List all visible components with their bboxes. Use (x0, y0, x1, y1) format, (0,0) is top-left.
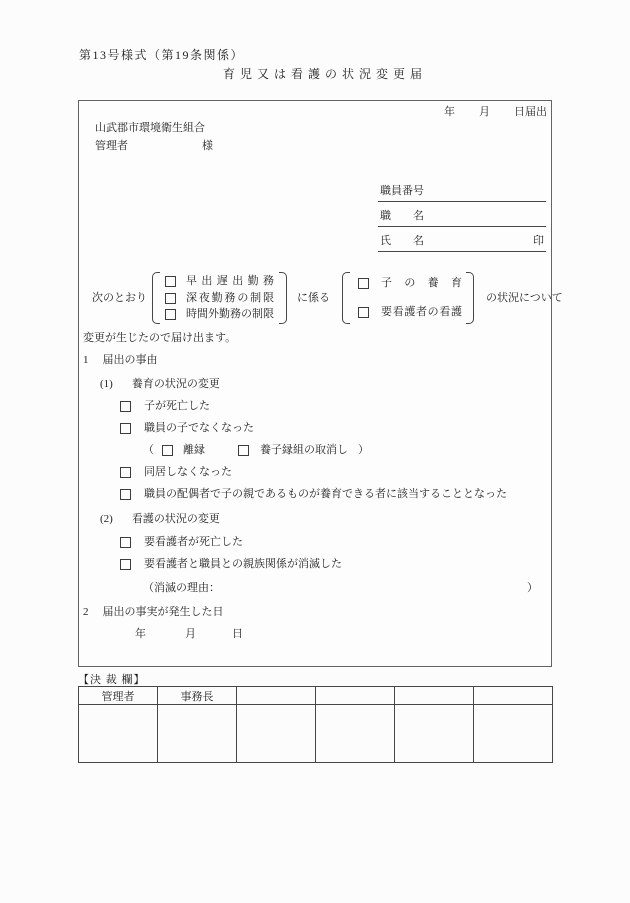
nursing-section-heading-text: 看護の状況の変更 (131, 513, 220, 525)
date-month-label: 月 (479, 106, 490, 118)
reasons-heading (83, 354, 158, 367)
bracket-open (152, 272, 160, 324)
employee-number-label: 職員番号 (380, 185, 424, 197)
bracket-close (466, 272, 474, 324)
work-option-row (165, 291, 274, 306)
care-options-group (350, 276, 466, 320)
checkbox-spouse-caregiver[interactable] (120, 489, 131, 500)
main-form-box (78, 100, 563, 667)
early-late-shift-label: 早出遅出勤務 (186, 275, 274, 287)
seal-label: 印 (533, 235, 544, 247)
dissolution-label: 離縁 (183, 444, 205, 456)
approval-header-cell (395, 687, 474, 705)
reason-row (120, 466, 232, 479)
reasons-number: 1 (83, 354, 89, 366)
childcare-label: 子の養育 (381, 277, 462, 289)
approval-stamp-cell (79, 705, 158, 763)
approval-stamp-cell (316, 705, 395, 763)
reason-row (120, 400, 210, 413)
checkbox-not-employee-child[interactable] (120, 423, 131, 434)
date-day-label: 日届出 (514, 106, 547, 118)
work-option-row (165, 274, 274, 289)
extinction-reason-label: （消滅の理由： (143, 582, 220, 594)
job-title-field[interactable] (378, 202, 546, 227)
addressee-line (95, 140, 213, 153)
approval-stamp-cell (237, 705, 316, 763)
work-options-group (160, 274, 279, 322)
approval-stamp-row (79, 705, 553, 763)
checkbox-early-late-shift[interactable] (165, 276, 176, 287)
statement-suffix: の状況について (486, 291, 563, 304)
approval-header-cell (316, 687, 395, 705)
approval-header-cell (237, 687, 316, 705)
not-cohabiting-label: 同居しなくなった (144, 466, 232, 478)
checkbox-childcare[interactable] (358, 278, 369, 289)
childcare-section-heading-text: 養育の状況の変更 (131, 378, 220, 390)
sub-paren-close: ） (358, 444, 369, 456)
statement-continuation: 変更が生じたので届け出ます。 (83, 332, 237, 344)
reason-row (120, 488, 507, 501)
checkbox-overtime-limit[interactable] (165, 309, 176, 320)
nursing-section-number: (2) (100, 513, 113, 525)
overtime-limit-label: 時間外勤務の制限 (186, 308, 274, 320)
occurrence-day-label: 日 (232, 628, 243, 640)
approval-header-cell (474, 687, 553, 705)
sub-paren-open: （ (143, 444, 154, 456)
form-number-line: 第13号様式（第19条関係） (79, 48, 245, 62)
checkbox-child-died[interactable] (120, 401, 131, 412)
occurrence-heading (83, 606, 224, 619)
approval-section-label: 【決 裁 欄】 (78, 674, 146, 686)
bracket-open (342, 272, 350, 324)
checkbox-nursing[interactable] (358, 307, 369, 318)
statement-prefix: 次のとおり (92, 291, 147, 304)
reason-row (120, 536, 243, 549)
care-option-row (358, 276, 462, 291)
childcare-section-heading (100, 378, 220, 391)
extinction-reason-field[interactable] (143, 582, 538, 595)
statement-row (92, 272, 563, 324)
not-employee-child-label: 職員の子でなくなった (144, 422, 254, 434)
name-label: 氏 名 (380, 235, 424, 247)
occurrence-date-line[interactable] (135, 628, 243, 641)
identity-block (378, 177, 546, 252)
spouse-caregiver-label: 職員の配偶者で子の親であるものが養育できる者に該当することとなった (144, 488, 507, 500)
approval-stamp-cell (474, 705, 553, 763)
work-option-row (165, 307, 274, 322)
kinship-ended-label: 要看護者と職員との親族関係が消滅した (144, 558, 342, 570)
addressee-honorific: 様 (202, 140, 213, 152)
occurrence-number: 2 (83, 606, 89, 618)
name-field[interactable] (378, 227, 546, 252)
approval-stamp-cell (158, 705, 237, 763)
childcare-section-number: (1) (100, 378, 113, 390)
checkbox-kinship-ended[interactable] (120, 559, 131, 570)
submission-date-line (444, 106, 547, 119)
addressee-label: 管理者 (95, 140, 128, 152)
adoption-cancel-label: 養子縁組の取消し (260, 444, 348, 456)
extinction-reason-close: ） (527, 582, 538, 594)
child-died-label: 子が死亡した (144, 400, 210, 412)
checkbox-dissolution[interactable] (162, 445, 173, 456)
approval-table (78, 686, 553, 763)
reason-row (120, 422, 254, 435)
checkbox-not-cohabiting[interactable] (120, 467, 131, 478)
care-recipient-died-label: 要看護者が死亡した (144, 536, 243, 548)
sub-reason-row (143, 444, 369, 457)
organization-name: 山武郡市環境衛生組合 (95, 122, 205, 134)
nursing-label: 要看護者の看護 (381, 306, 462, 318)
employee-number-field[interactable] (378, 177, 546, 202)
nursing-section-heading (100, 513, 220, 526)
checkbox-care-recipient-died[interactable] (120, 537, 131, 548)
approval-header-manager: 管理者 (79, 687, 158, 705)
checkbox-night-work-limit[interactable] (165, 293, 176, 304)
reason-row (120, 558, 342, 571)
job-title-label: 職 名 (380, 210, 424, 222)
care-option-row (358, 305, 462, 320)
form-title: 育児又は看護の状況変更届 (223, 67, 428, 81)
occurrence-heading-text: 届出の事実が発生した日 (102, 606, 224, 618)
occurrence-month-label: 月 (185, 628, 196, 640)
approval-stamp-cell (395, 705, 474, 763)
date-year-label: 年 (444, 106, 455, 118)
approval-header-office-chief: 事務長 (158, 687, 237, 705)
approval-header-row (79, 687, 553, 705)
reasons-heading-text: 届出の事由 (102, 354, 158, 366)
occurrence-year-label: 年 (135, 628, 146, 640)
checkbox-adoption-cancel[interactable] (238, 445, 249, 456)
bracket-close (279, 272, 287, 324)
statement-connector: に係る (297, 291, 330, 304)
night-work-limit-label: 深夜勤務の制限 (186, 291, 274, 304)
